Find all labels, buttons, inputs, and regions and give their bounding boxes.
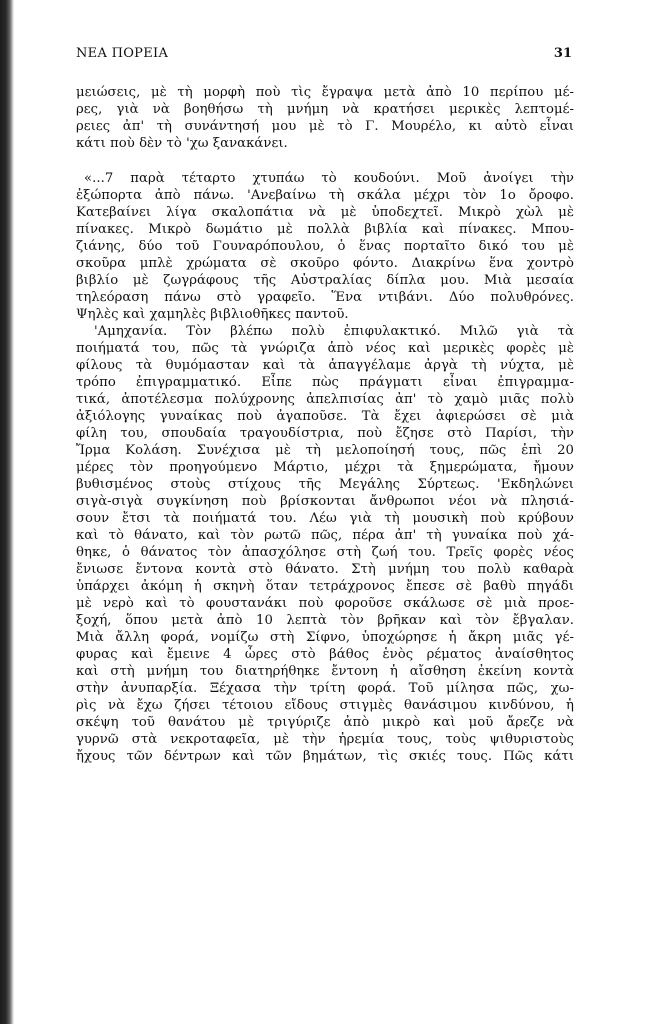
text-line: ἔνιωσε ἔντονα κοντὰ στὸ θάνατο. Στὴ μνήμη του πολὺ καθαρὰ [76, 562, 574, 577]
text-line: βυθισμένος στοὺς στίχους τῆς Μεγάλης Σύρτεως. 'Εκδηλώνει [76, 477, 574, 492]
text-line: ἀξιόλογης γυναίκας ποὺ ἀγαποῦσε. Τὰ ἔχει ἀφιερώσει σὲ μιὰ [76, 409, 574, 424]
text-line: Ἴρμα Κολάση. Συνέχισα μὲ τὴ μελοποίησή τους, πῶς ἐπὶ 20 [76, 443, 574, 458]
paragraph [76, 323, 574, 340]
text-line: μὲ νερὸ καὶ τὸ φουστανάκι ποὺ φοροῦσε σκάλωσε σὲ μιὰ προε- [76, 596, 574, 611]
paragraph-continuation [76, 187, 574, 323]
paragraph [76, 170, 574, 187]
text-line: σκέψη τοῦ θανάτου μὲ τριγύριζε ἀπὸ μικρὸ καὶ μοῦ ἄρεζε νὰ [76, 715, 574, 730]
text-line: σιγὰ-σιγὰ συγκίνηση ποὺ βρίσκονται ἄνθρωποι νέοι νὰ πλησιά- [76, 494, 574, 509]
paragraph-continuation [76, 340, 574, 765]
text-line: γυρνῶ στὰ νεκροταφεῖα, μὲ τὴν ἠρεμία τους, τοὺς ψιθυριστοὺς [76, 732, 574, 747]
text-line: ἤχους τῶν δέντρων καὶ τῶν βημάτων, τὶς σκιές τους. Πῶς κάτι [76, 749, 574, 764]
text-line: Μιὰ ἄλλη φορά, νομίζω στὴ Σίφνο, ὑποχώρησε ἡ ἄκρη μιᾶς γέ- [76, 630, 574, 645]
text-line: 'Αμηχανία. Τὸν βλέπω πολὺ ἐπιφυλακτικό. Μιλῶ γιὰ τὰ [94, 324, 574, 339]
text-line: ρειες ἀπ' τὴ συνάντησή μου μὲ τὸ Γ. Μουρέλο, κι αὐτὸ εἶναι [76, 119, 574, 134]
text-line: πίνακες. Μικρὸ δωμάτιο μὲ πολλὰ βιβλία καὶ πίνακες. Μπου- [76, 222, 574, 237]
text-line: θηκε, ὁ θάνατος τὸν ἀπασχόλησε στὴ ζωή του. Τρεῖς φορὲς νέος [76, 545, 574, 560]
text-line: κάτι ποὺ δὲν τὸ 'χω ξανακάνει. [76, 136, 288, 151]
text-line: φίλη του, σπουδαία τραγουδίστρια, ποὺ ἔζησε στὸ Παρίσι, τὴν [76, 426, 574, 441]
text-line: στὴν ἀνυπαρξία. Ξέχασα τὴν τρίτη φορά. Τοῦ μίλησα πῶς, χω- [76, 681, 574, 696]
text-line: μέρες τὸν προηγούμενο Μάρτιο, μέχρι τὰ ξημερώματα, ἤμουν [76, 460, 574, 475]
text-line: καὶ στὴ μνήμη του διατηρήθηκε ἔντονη ἡ αἴσθηση ἐκείνη κοντὰ [76, 664, 574, 679]
text-line: φυρας καὶ ἔμεινε 4 ὧρες στὸ βάθος ἑνὸς ρέματος ἀναίσθητος [76, 647, 574, 662]
text-line: Ψηλὲς καὶ χαμηλὲς βιβλιοθῆκες παντοῦ. [76, 307, 349, 322]
text-line: ξοχή, ὅπου μετὰ ἀπὸ 10 λεπτὰ τὸν βρῆκαν καὶ τὸν ἔβγαλαν. [76, 613, 574, 628]
text-line: ὑπάρχει ἀκόμη ἡ σκηνὴ ὅταν τετράχρονος ἔπεσε σὲ βαθὺ πηγάδι [76, 579, 574, 594]
paragraph [76, 84, 574, 152]
text-line: βιβλίο μὲ ζωγράφους τῆς Αὐστραλίας δίπλα μου. Μιὰ μεσαία [76, 273, 574, 288]
text-line: ζιάνης, δύο τοῦ Γουναρόπουλου, ὁ ἕνας πορταῖτο δικό του μὲ [76, 239, 574, 254]
text-line: ρὶς νὰ ἔχω ζήσει τέτοιου εἴδους στιγμὲς θανάσιμου κινδύνου, ἡ [76, 698, 574, 713]
text-line: τρόπο ἐπιγραμματικό. Εἶπε πὼς πράγματι εἶναι ἐπιγραμμα- [76, 375, 574, 390]
text-line: ποιήματά του, πῶς τὰ γνώριζα ἀπὸ νέος καὶ μερικὲς φορὲς μὲ [76, 341, 574, 356]
page-number: 31 [553, 46, 572, 61]
running-title: ΝΕΑ ΠΟΡΕΙΑ [76, 46, 169, 61]
text-line: σουν ἔτσι τὰ ποιήματά του. Λέω γιὰ τὴ μουσικὴ ποὺ κρύβουν [76, 511, 574, 526]
text-line: σκοῦρα μπλὲ χρώματα σὲ σκοῦρο φόντο. Διακρίνω ἕνα χοντρὸ [76, 256, 574, 271]
paragraph-spacer [76, 152, 574, 170]
text-line: ἐξώπορτα ἀπὸ πάνω. 'Ανεβαίνω τὴ σκάλα μέχρι τὸν 1ο ὄροφο. [76, 188, 574, 203]
text-line: μειώσεις, μὲ τὴ μορφὴ ποὺ τὶς ἔγραψα μετὰ ἀπὸ 10 περίπου μέ- [76, 85, 574, 100]
text-line: καὶ τὸ θάνατο, καὶ τὸν ρωτῶ πῶς, πέρα ἀπ' τὴ γυναίκα ποὺ χά- [76, 528, 574, 543]
scan-binding-edge [0, 0, 14, 1024]
text-line: ρες, γιὰ νὰ βοηθήσω τὴ μνήμη νὰ κρατήσει μερικὲς λεπτομέ- [76, 102, 574, 117]
text-line: φίλους τὰ θυμόμασταν καὶ τὰ ἀπαγγέλαμε ἀργὰ τὴ νύχτα, μὲ [76, 358, 574, 373]
page-header [76, 44, 572, 64]
body-text [76, 84, 574, 765]
text-line: «...7 παρὰ τέταρτο χτυπάω τὸ κουδούνι. Μοῦ ἀνοίγει τὴν [84, 171, 574, 186]
text-line: Κατεβαίνει λίγα σκαλοπάτια νὰ μὲ ὑποδεχτεῖ. Μικρὸ χὼλ μὲ [76, 205, 574, 220]
text-line: τικά, ἀποτέλεσμα πολύχρονης ἀπελπισίας ἀπ' τὸ χαμὸ μιᾶς πολὺ [76, 392, 574, 407]
text-line: τηλεόραση πάνω στὸ γραφεῖο. Ἕνα ντιβάνι. Δύο πολυθρόνες. [76, 290, 574, 305]
